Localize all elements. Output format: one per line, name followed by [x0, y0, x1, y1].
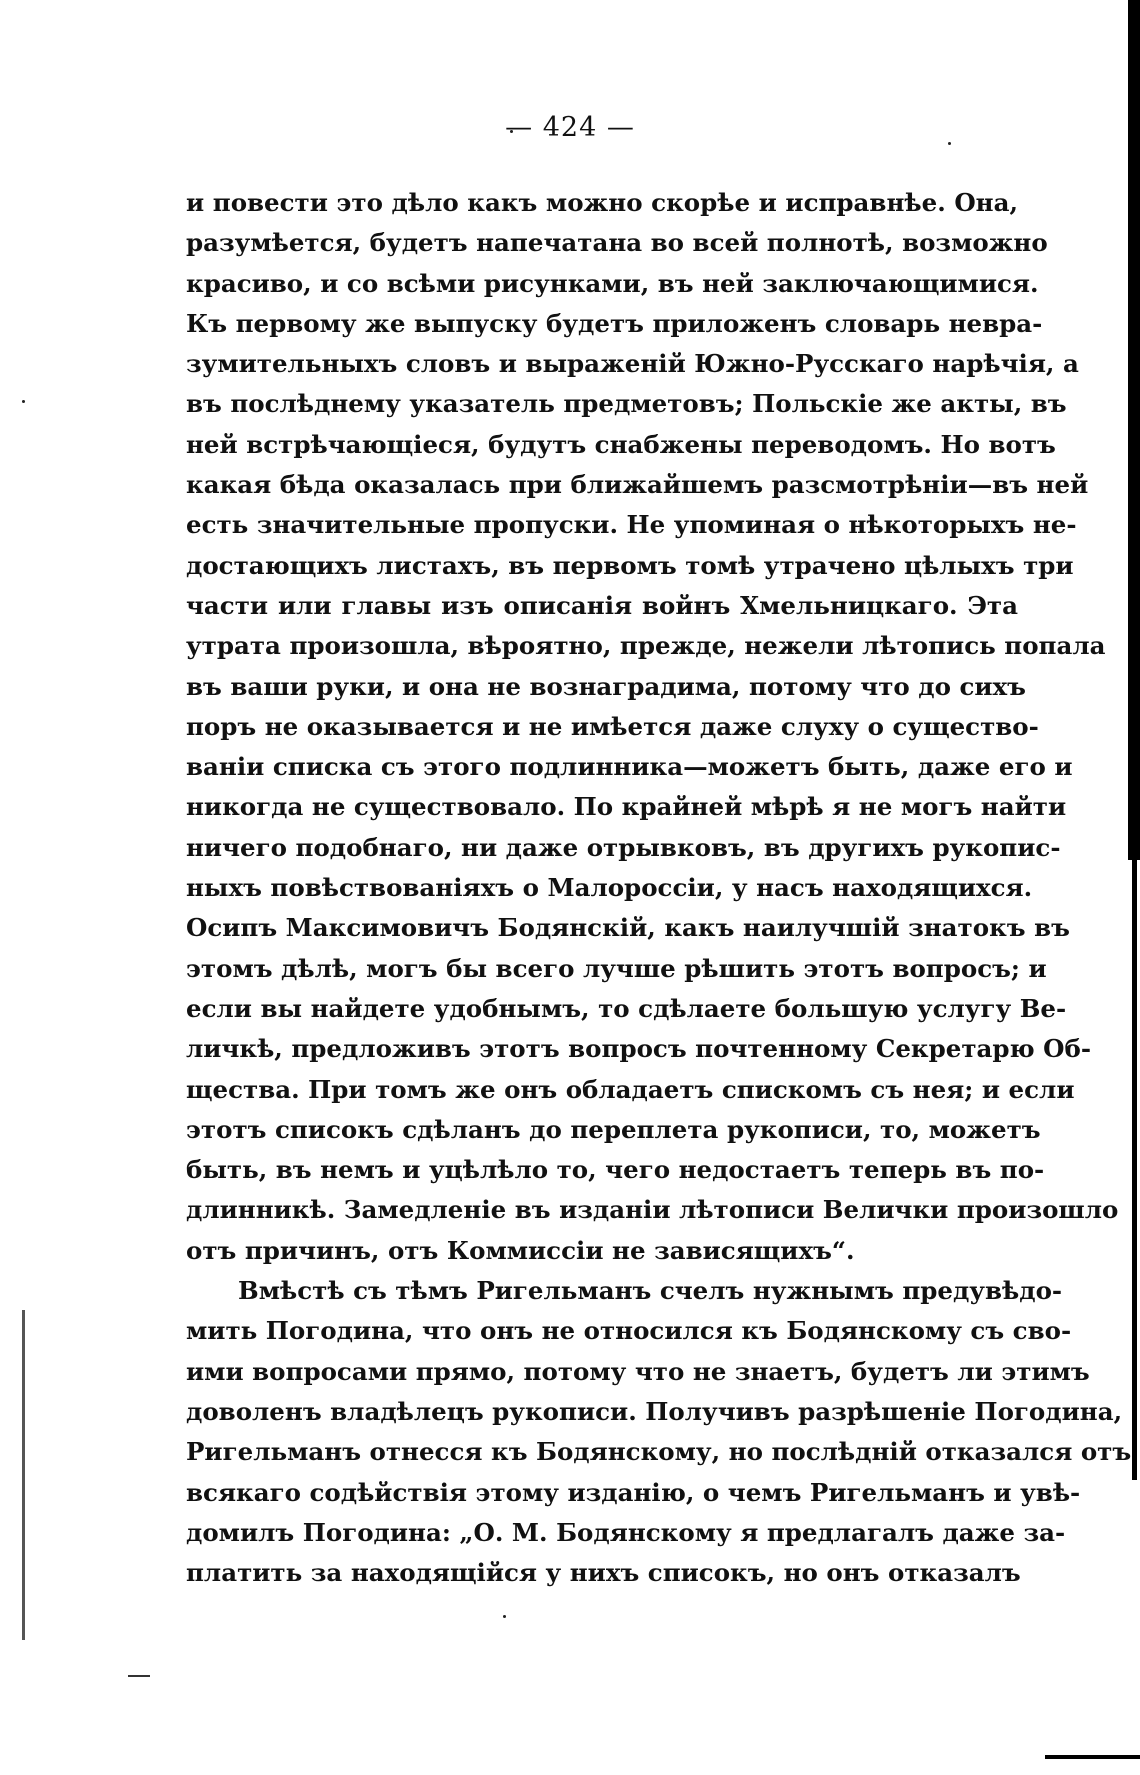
- text-line: доволенъ владѣлецъ рукописи. Получивъ разрѣшеніе Погодина,: [186, 1396, 1123, 1426]
- scan-speck: [503, 1615, 506, 1618]
- text-line: какая бѣда оказалась при ближайшемъ разсмотрѣніи—въ ней: [186, 470, 1089, 500]
- text-line: части или главы изъ описанія войнъ Хмельницкаго. Эта: [186, 590, 1018, 620]
- text-line: Ригельманъ отнесся къ Бодянскому, но послѣдній отказался отъ: [186, 1437, 1132, 1467]
- text-line: мить Погодина, что онъ не относился къ Бодянскому съ сво-: [186, 1316, 1072, 1346]
- text-line: щества. При томъ же онъ обладаетъ спискомъ съ нея; и если: [186, 1074, 1075, 1104]
- text-line: утрата произошла, вѣроятно, прежде, нежели лѣтопись попала: [186, 631, 1106, 661]
- text-line: разумѣется, будетъ напечатана во всей полнотѣ, возможно: [186, 228, 1048, 258]
- text-line: всякаго содѣйствія этому изданію, о чемъ Ригельманъ и увѣ-: [186, 1477, 1081, 1507]
- text-line: ныхъ повѣствованіяхъ о Малороссіи, у насъ находящихся.: [186, 873, 1033, 903]
- text-line: платить за находящійся у нихъ списокъ, но онъ отказалъ: [186, 1558, 1021, 1588]
- text-line: никогда не существовало. По крайней мѣрѣ я не могъ найти: [186, 792, 1067, 822]
- text-line: этомъ дѣлѣ, могъ бы всего лучше рѣшить этотъ вопросъ; и: [186, 953, 1047, 983]
- text-line: ими вопросами прямо, потому что не знаетъ, будетъ ли этимъ: [186, 1356, 1090, 1386]
- text-line: въ ваши руки, и она не вознаградима, потому что до сихъ: [186, 671, 1026, 701]
- text-line: личкѣ, предложивъ этотъ вопросъ почтенному Секретарю Об-: [186, 1034, 1092, 1064]
- scan-edge-bar-lower: [1132, 860, 1137, 1480]
- text-line: въ послѣднему указатель предметовъ; Польскіе же акты, въ: [186, 389, 1067, 419]
- body-text: [186, 183, 1132, 1593]
- text-line: есть значительные пропуски. Не упоминая о нѣкоторыхъ не-: [186, 510, 1077, 540]
- text-line: зумительныхъ словъ и выраженій Южно-Русскаго нарѣчія, а: [186, 349, 1079, 379]
- text-line: этотъ списокъ сдѣланъ до переплета рукописи, то, можетъ: [186, 1114, 1041, 1144]
- text-line: домилъ Погодина: „О. М. Бодянскому я предлагалъ даже за-: [186, 1517, 1066, 1547]
- text-line: если вы найдете удобнымъ, то сдѣлаете большую услугу Ве-: [186, 993, 1067, 1023]
- text-line: длинникѣ. Замедленіе въ изданіи лѣтописи Велички произошло: [186, 1195, 1119, 1225]
- text-line: ничего подобнаго, ни даже отрывковъ, въ другихъ рукопис-: [186, 832, 1061, 862]
- text-line: поръ не оказывается и не имѣется даже слуху о существо-: [186, 711, 1039, 741]
- text-line: быть, въ немъ и уцѣлѣло то, чего недостаетъ теперь въ по-: [186, 1155, 1045, 1185]
- text-line: Къ первому же выпуску будетъ приложенъ словарь невра-: [186, 308, 1043, 338]
- scan-bottom-mark: [1045, 1755, 1140, 1759]
- text-line-paragraph-end: отъ причинъ, отъ Коммиссіи не зависящихъ“.: [186, 1235, 855, 1265]
- text-line: ваніи списка съ этого подлинника—можетъ быть, даже его и: [186, 752, 1073, 782]
- scan-left-dash: [128, 1675, 150, 1677]
- text-line: красиво, и со всѣми рисунками, въ ней заключающимися.: [186, 268, 1039, 298]
- scan-left-mark: [22, 1310, 25, 1640]
- text-line: Осипъ Максимовичъ Бодянскій, какъ наилучшій знатокъ въ: [186, 913, 1070, 943]
- text-line: ней встрѣчающіеся, будутъ снабжены переводомъ. Но вотъ: [186, 429, 1056, 459]
- text-line: достающихъ листахъ, въ первомъ томѣ утрачено цѣлыхъ три: [186, 550, 1074, 580]
- text-line: и повести это дѣло какъ можно скорѣе и исправнѣе. Она,: [186, 188, 1018, 217]
- text-line-paragraph-start: Вмѣстѣ съ тѣмъ Ригельманъ счелъ нужнымъ предувѣдо-: [238, 1276, 1063, 1306]
- scan-speck: [22, 400, 25, 403]
- page-number: — 424 —: [505, 112, 635, 143]
